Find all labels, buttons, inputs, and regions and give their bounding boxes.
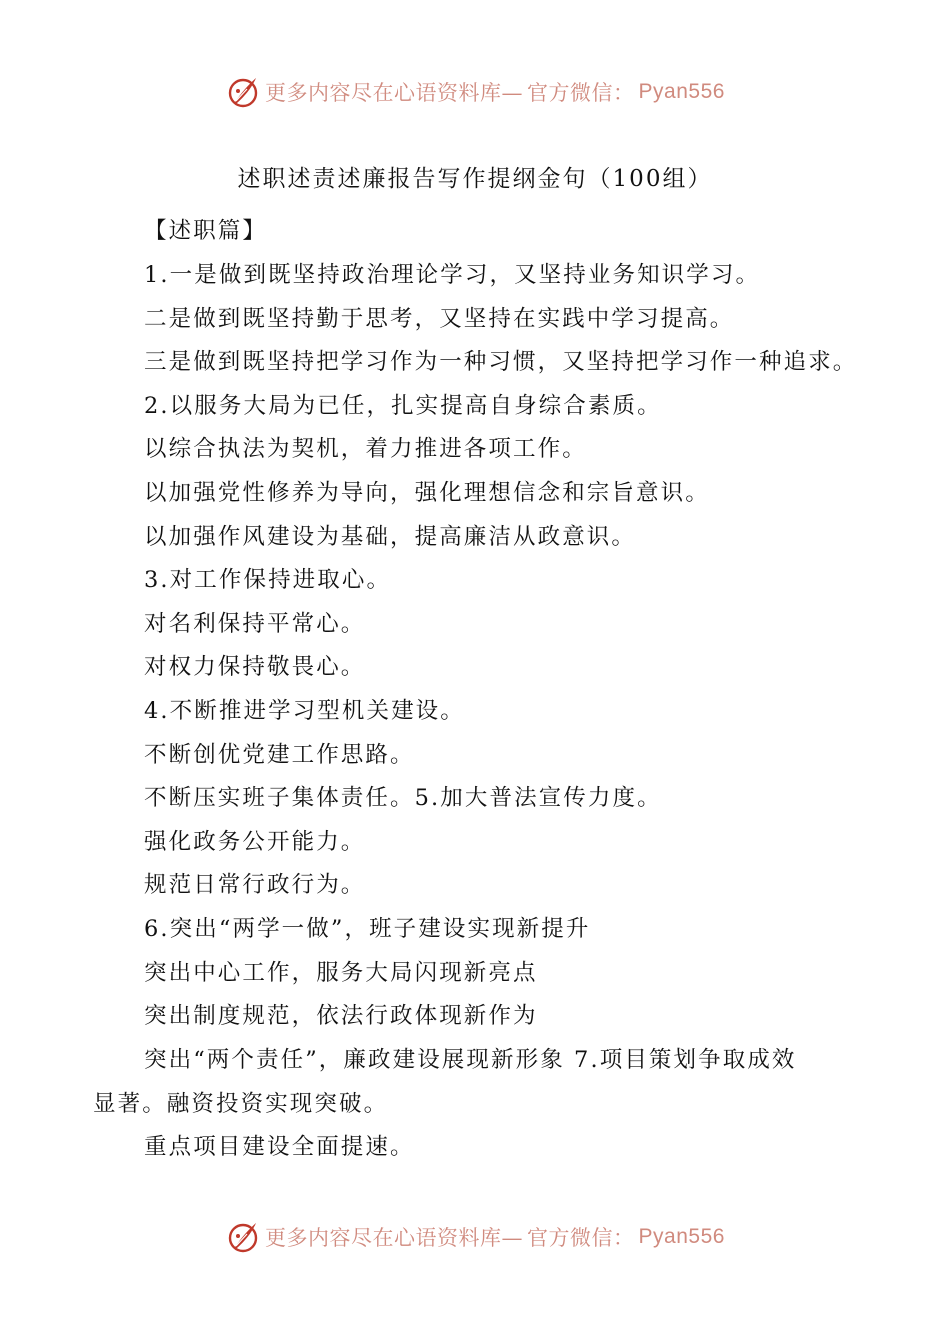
document-title: 述职述责述廉报告写作提纲金句（100组） <box>237 166 713 192</box>
banner-content <box>225 74 725 110</box>
text-line: 强化政务公开能力。 <box>144 829 366 855</box>
text-line: 突出“两个责任”，廉政建设展现新形象 7.项目策划争取成效 <box>144 1047 797 1073</box>
text-line: 规范日常行政行为。 <box>144 872 366 898</box>
text-line: 以加强作风建设为基础，提高廉洁从政意识。 <box>144 524 637 550</box>
footer-banner <box>0 1217 950 1257</box>
text-line: 1.一是做到既坚持政治理论学习，又坚持业务知识学习。 <box>144 262 761 288</box>
text-line: 不断创优党建工作思路。 <box>144 742 415 768</box>
text-line: 以加强党性修养为导向，强化理想信念和宗旨意识。 <box>144 480 710 506</box>
text-line: 重点项目建设全面提速。 <box>144 1134 415 1160</box>
text-line: 6.突出“两学一做”，班子建设实现新提升 <box>144 916 591 942</box>
banner-wechat-id: Pyan556 <box>638 80 725 103</box>
text-line: 三是做到既坚持把学习作为一种习惯，又坚持把学习作一种追求。 <box>144 349 858 375</box>
text-line: 突出制度规范，依法行政体现新作为 <box>144 1003 538 1029</box>
banner-wechat-id: Pyan556 <box>638 1225 725 1248</box>
text-line: 突出中心工作，服务大局闪现新亮点 <box>144 960 538 986</box>
text-line: 二是做到既坚持勤于思考，又坚持在实践中学习提高。 <box>144 306 735 332</box>
text-line: 4.不断推进学习型机关建设。 <box>144 698 465 724</box>
banner-wechat-label: 官方微信： <box>527 81 635 105</box>
section-heading: 【述职篇】 <box>144 218 268 244</box>
text-line: 3.对工作保持进取心。 <box>144 567 392 593</box>
banner-content <box>225 1219 725 1255</box>
text-line: 不断压实班子集体责任。5.加大普法宣传力度。 <box>144 785 662 811</box>
text-line: 对名利保持平常心。 <box>144 611 366 637</box>
text-line: 以综合执法为契机，着力推进各项工作。 <box>144 436 587 462</box>
text-line: 对权力保持敬畏心。 <box>144 654 366 680</box>
text-line-continuation: 显著。融资投资实现突破。 <box>93 1091 389 1117</box>
quill-pen-logo-icon <box>225 1219 261 1255</box>
header-banner <box>0 72 950 112</box>
banner-brand-text: 更多内容尽在心语资料库— <box>265 81 524 105</box>
banner-brand-text: 更多内容尽在心语资料库— <box>265 1226 524 1250</box>
quill-pen-logo-icon <box>225 74 261 110</box>
banner-wechat-label: 官方微信： <box>527 1226 635 1250</box>
text-line: 2.以服务大局为已任，扎实提高自身综合素质。 <box>144 393 662 419</box>
